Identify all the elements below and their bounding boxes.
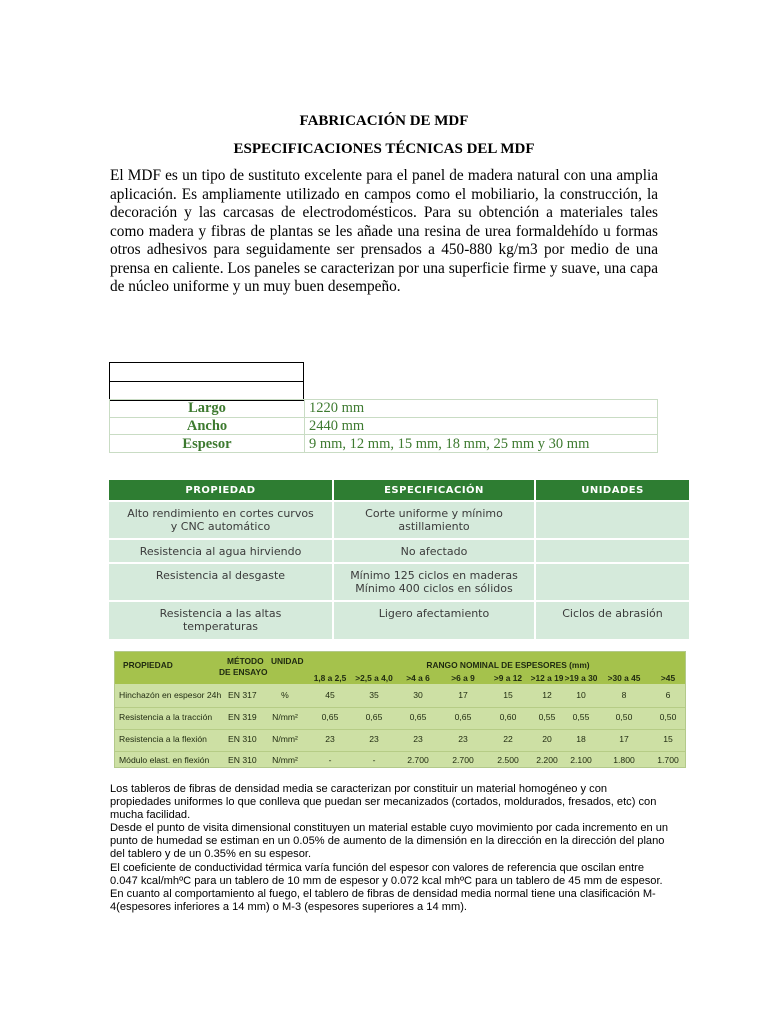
table-row: [109, 563, 689, 601]
property-cell: Resistencia a la flexión: [119, 734, 207, 744]
unit-cell: N/mm²: [272, 734, 298, 744]
column-header: UNIDADES: [535, 480, 689, 501]
value-cell: 0,65: [409, 712, 427, 722]
property-cell: Hinchazón en espesor 24h: [119, 690, 222, 700]
value-cell: 30: [413, 690, 423, 700]
range-header: >19 a 30: [564, 673, 598, 683]
property-cell: Módulo elast. en flexión: [119, 755, 210, 765]
column-header: DE ENSAYO: [219, 667, 268, 677]
property-cell: Alto rendimiento en cortes curvos y CNC automático: [109, 501, 333, 539]
value-cell: 23: [458, 734, 468, 744]
table-row: [109, 601, 689, 639]
table-header-row: [109, 480, 689, 501]
range-header: 1,8 a 2,5: [313, 673, 347, 683]
value-cell: 45: [325, 690, 335, 700]
value-cell: 0,55: [572, 712, 590, 722]
property-cell: Resistencia a la tracción: [119, 712, 213, 722]
table-row: [110, 417, 658, 435]
value-cell: 1.700: [657, 755, 679, 765]
note-paragraph: En cuanto al comportamiento al fuego, el tablero de fibras de densidad media normal tiene una clasificación M-4(espesores inferiores a 14 mm) o M-3 (espesores superiores a 14 mm).: [110, 887, 656, 913]
dimension-value: 1220 mm: [305, 400, 658, 418]
row-divider: [115, 707, 685, 708]
value-cell: 23: [325, 734, 335, 744]
dimension-value: 9 mm, 12 mm, 15 mm, 18 mm, 25 mm y 30 mm: [305, 435, 658, 453]
unit-cell: [535, 501, 689, 539]
range-header: >6 a 9: [451, 673, 475, 683]
page-subtitle: ESPECIFICACIONES TÉCNICAS DEL MDF: [233, 141, 535, 157]
value-cell: 35: [369, 690, 379, 700]
value-cell: 23: [413, 734, 423, 744]
value-cell: 22: [503, 734, 513, 744]
value-cell: 17: [458, 690, 468, 700]
method-cell: EN 310: [228, 734, 257, 744]
column-header: RANGO NOMINAL DE ESPESORES (mm): [426, 660, 590, 670]
table-row: [110, 400, 658, 418]
value-cell: 1.800: [613, 755, 635, 765]
unit-cell: [535, 539, 689, 563]
unit-cell: [535, 563, 689, 601]
page-title: FABRICACIÓN DE MDF: [299, 113, 469, 129]
spec-cell: Ligero afectamiento: [333, 601, 535, 639]
value-cell: 2.700: [407, 755, 429, 765]
range-header: >45: [660, 673, 676, 683]
value-cell: 0,50: [659, 712, 677, 722]
value-cell: -: [328, 755, 332, 765]
range-header: >2,5 a 4,0: [355, 673, 393, 683]
method-cell: EN 319: [228, 712, 257, 722]
note-paragraph: Los tableros de fibras de densidad media se caracterizan por constituir un material homogéneo y con propiedades uniformes lo que conlleva que puedan ser mecanizados (cortados, moldurados, fresados, etc) con mucha facilidad.: [110, 783, 657, 822]
range-header: >12 a 19: [530, 673, 564, 683]
dimension-value: 2440 mm: [305, 417, 658, 435]
column-header: MÉTODO: [227, 656, 264, 666]
value-cell: 15: [503, 690, 513, 700]
unit-cell: N/mm²: [272, 755, 298, 765]
dimension-label: Largo: [110, 400, 305, 418]
value-cell: 6: [665, 690, 671, 700]
properties-table: [109, 480, 689, 639]
intro-paragraph: El MDF es un tipo de sustituto excelente para el panel de madera natural con una amplia aplicación. Es ampliamente utilizado en campos como el mobiliario, la construcción, la decoración y las carcasas de electrodomésticos. Para su obtención a materiales tales como madera y fibras de plantas se les añade una resina de urea formaldehído u formas otros adhesivos para seguidamente ser prensados a 450-880 kg/m3 por medio de una prensa en caliente. Los paneles se caracterizan por una superficie firme y suave, una capa de núcleo uniforme y un muy buen desempeño.: [110, 167, 658, 295]
table-row: [110, 435, 658, 453]
value-cell: 0,65: [321, 712, 339, 722]
column-header: UNIDAD: [271, 656, 304, 666]
value-cell: 0,65: [454, 712, 472, 722]
dimension-label: Espesor: [110, 435, 305, 453]
value-cell: 2.200: [536, 755, 558, 765]
property-cell: Resistencia al desgaste: [109, 563, 333, 601]
value-cell: 18: [576, 734, 586, 744]
unit-cell: %: [281, 690, 289, 700]
value-cell: 0,65: [365, 712, 383, 722]
value-cell: 20: [542, 734, 552, 744]
value-cell: 15: [663, 734, 673, 744]
range-header: >4 a 6: [406, 673, 430, 683]
dimension-label: Ancho: [110, 417, 305, 435]
dimensions-table: [109, 399, 658, 453]
range-header: >9 a 12: [493, 673, 523, 683]
spec-cell: Corte uniforme y mínimo astillamiento: [333, 501, 535, 539]
value-cell: 10: [576, 690, 586, 700]
column-header: PROPIEDAD: [109, 480, 333, 501]
value-cell: 8: [621, 690, 627, 700]
note-paragraph: Desde el punto de visita dimensional constituyen un material estable cuyo movimiento por cada incremento en un punto de humedad se estiman en un 0.05% de aumento de la dimensión en la dirección en la dirección del plano del tablero y de un 0.35% en su espesor.: [110, 822, 669, 861]
value-cell: 12: [542, 690, 552, 700]
note-paragraph: El coeficiente de conductividad térmica varía función del espesor con valores de referencia que oscilan entre 0.047 kcal/mhºC para un tablero de 10 mm de espesor y 0.072 kcal mhºC para un tablero de 45 mm de espesor.: [110, 861, 663, 887]
table-row: [109, 539, 689, 563]
value-cell: 0,60: [499, 712, 517, 722]
column-header: ESPECIFICACIÓN: [333, 480, 535, 501]
spec-cell: No afectado: [333, 539, 535, 563]
value-cell: -: [372, 755, 376, 765]
row-divider: [115, 729, 685, 730]
empty-header-cell: [109, 362, 304, 382]
value-cell: 2.500: [497, 755, 519, 765]
value-cell: 0,50: [615, 712, 633, 722]
method-cell: EN 317: [228, 690, 257, 700]
value-cell: 2.700: [452, 755, 474, 765]
method-cell: EN 310: [228, 755, 257, 765]
property-cell: Resistencia al agua hirviendo: [109, 539, 333, 563]
table-row: [109, 501, 689, 539]
notes-section: [110, 783, 670, 914]
unit-cell: N/mm²: [272, 712, 298, 722]
thickness-table: [114, 651, 686, 768]
thickness-table-header: [115, 652, 685, 684]
unit-cell: Ciclos de abrasión: [535, 601, 689, 639]
spec-cell: Mínimo 125 ciclos en maderas Mínimo 400 ciclos en sólidos: [333, 563, 535, 601]
value-cell: 17: [619, 734, 629, 744]
value-cell: 23: [369, 734, 379, 744]
row-divider: [115, 751, 685, 752]
property-cell: Resistencia a las altas temperaturas: [109, 601, 333, 639]
value-cell: 0,55: [538, 712, 556, 722]
range-header: >30 a 45: [607, 673, 641, 683]
value-cell: 2.100: [570, 755, 592, 765]
column-header: PROPIEDAD: [123, 660, 173, 670]
empty-header-cell: [109, 381, 304, 401]
